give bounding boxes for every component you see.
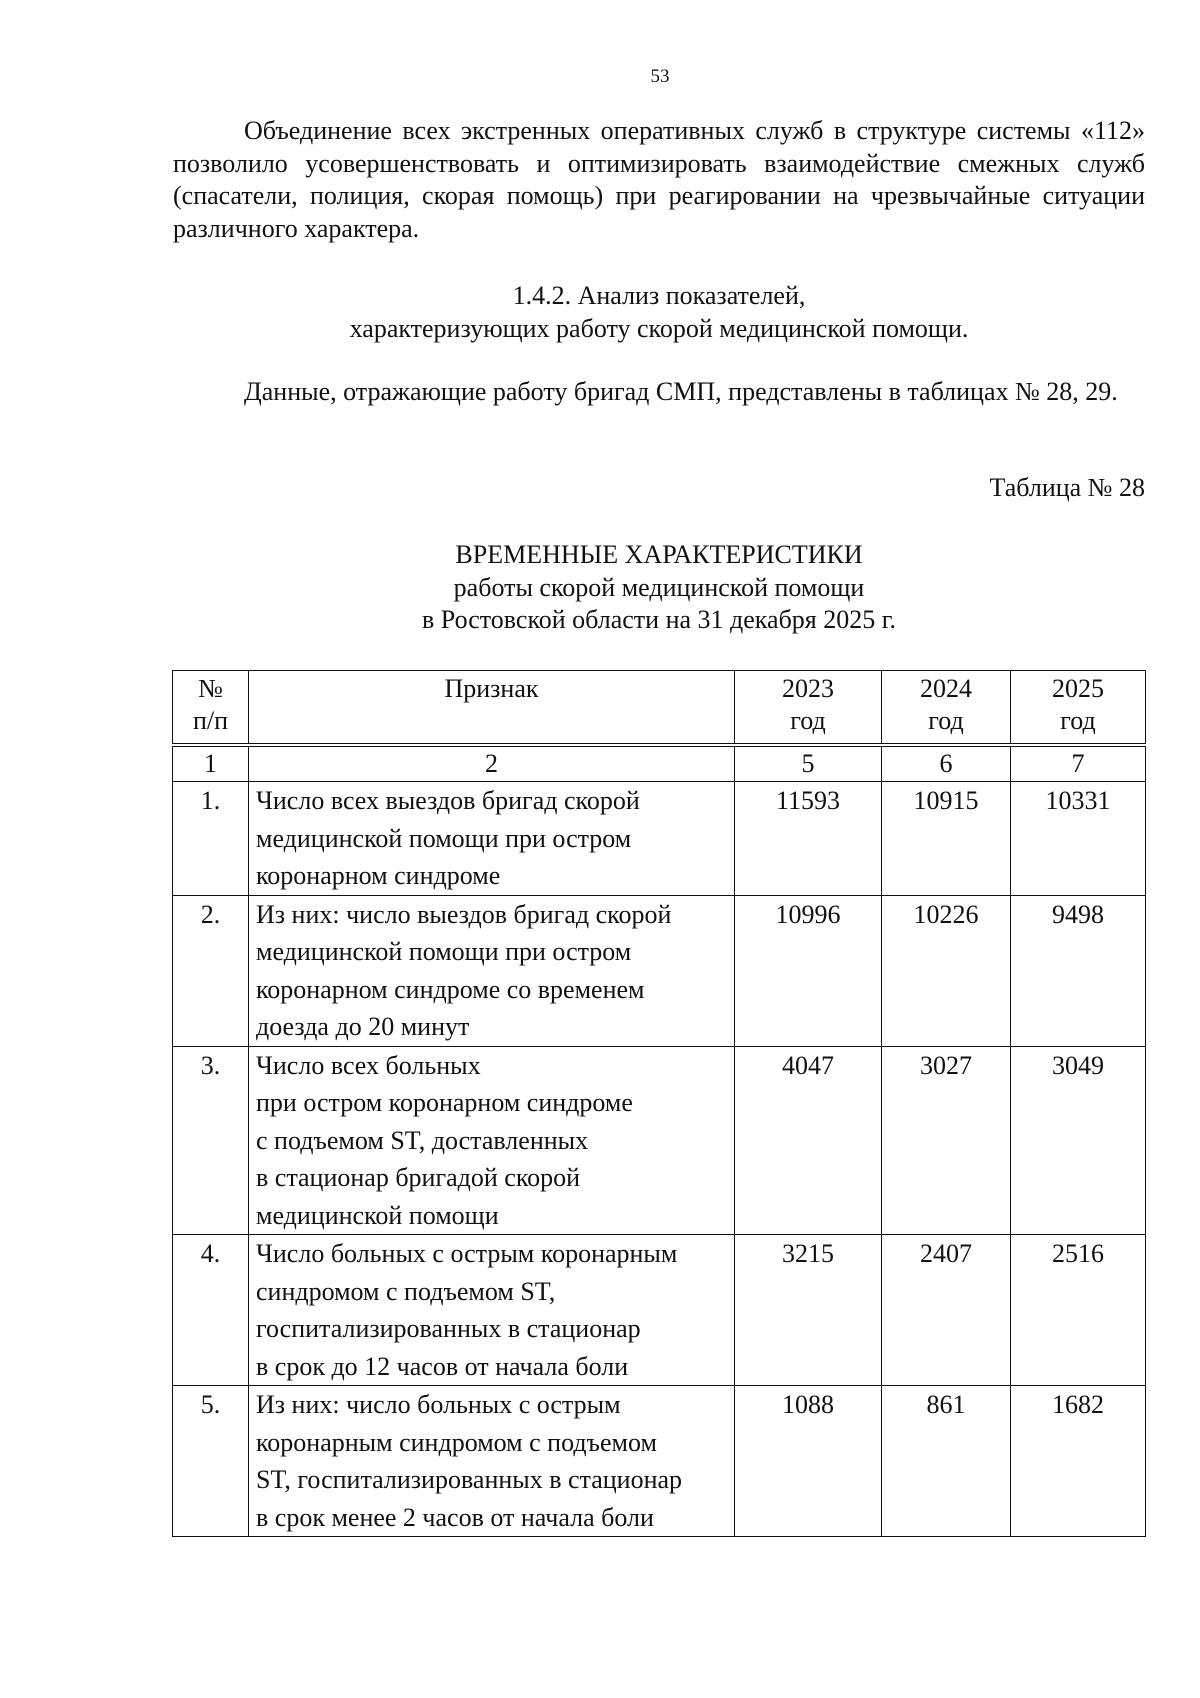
intro-paragraph: Объединение всех экстренных оперативных служб в структуре системы «112» позволило усовершенствовать и оптимизировать взаимодействие смежных служб (спасатели, полиция, скорая помощь) при реагировании на чрезвычайные ситуации различного характера. bbox=[173, 116, 1145, 243]
row-number: 2. bbox=[173, 895, 249, 1046]
table-row bbox=[173, 895, 1146, 1046]
column-number: 7 bbox=[1011, 745, 1146, 782]
table-row bbox=[173, 1386, 1146, 1537]
table-title-line-1: ВРЕМЕННЫЕ ХАРАКТЕРИСТИКИ bbox=[455, 540, 863, 569]
row-number: 1. bbox=[173, 782, 249, 896]
row-value-2023: 1088 bbox=[735, 1386, 882, 1537]
table-row bbox=[173, 782, 1146, 896]
page-number: 53 bbox=[650, 66, 670, 87]
section-heading bbox=[173, 279, 1145, 345]
header-feature bbox=[249, 671, 735, 746]
column-number: 2 bbox=[249, 745, 735, 782]
row-value-2025: 3049 bbox=[1011, 1046, 1146, 1235]
table-title bbox=[173, 539, 1145, 637]
header-feature-label: Признак bbox=[444, 674, 539, 703]
table-number-label: Таблица № 28 bbox=[989, 473, 1145, 502]
column-number: 1 bbox=[173, 745, 249, 782]
row-value-2024: 10226 bbox=[882, 895, 1011, 1046]
table-row bbox=[173, 1235, 1146, 1386]
row-value-2024: 3027 bbox=[882, 1046, 1011, 1235]
header-2024 bbox=[882, 671, 1011, 746]
table-title-line-3: в Ростовской области на 31 декабря 2025 г. bbox=[421, 605, 897, 634]
row-value-2023: 11593 bbox=[735, 782, 882, 896]
row-value-2025: 10331 bbox=[1011, 782, 1146, 896]
row-value-2024: 861 bbox=[882, 1386, 1011, 1537]
table-row bbox=[173, 1046, 1146, 1235]
header-2023 bbox=[735, 671, 882, 746]
table-header-row bbox=[173, 671, 1146, 746]
row-number: 3. bbox=[173, 1046, 249, 1235]
row-value-2025: 9498 bbox=[1011, 895, 1146, 1046]
section-heading-line-2: характеризующих работу скорой медицинской помощи. bbox=[349, 314, 969, 343]
header-num-line-2: п/п bbox=[192, 706, 229, 735]
data-paragraph: Данные, отражающие работу бригад СМП, представлены в таблицах № 28, 29. bbox=[244, 377, 1118, 406]
data-table bbox=[172, 670, 1146, 1537]
header-2025-unit: год bbox=[1060, 706, 1096, 735]
row-value-2023: 3215 bbox=[735, 1235, 882, 1386]
row-value-2023: 10996 bbox=[735, 895, 882, 1046]
section-heading-line-1: 1.4.2. Анализ показателей, bbox=[512, 281, 806, 310]
row-number: 4. bbox=[173, 1235, 249, 1386]
header-num bbox=[173, 671, 249, 746]
column-numbers-row bbox=[173, 745, 1146, 782]
row-value-2025: 2516 bbox=[1011, 1235, 1146, 1386]
header-2025 bbox=[1011, 671, 1146, 746]
header-num-line-1: № bbox=[198, 674, 223, 703]
row-value-2025: 1682 bbox=[1011, 1386, 1146, 1537]
header-2023-unit: год bbox=[790, 706, 826, 735]
table-title-line-2: работы скорой медицинской помощи bbox=[453, 572, 865, 602]
row-number: 5. bbox=[173, 1386, 249, 1537]
header-2025-year: 2025 bbox=[1052, 674, 1104, 703]
header-2023-year: 2023 bbox=[782, 674, 834, 703]
row-value-2024: 10915 bbox=[882, 782, 1011, 896]
row-feature: Число всех выездов бригад скорой медицинской помощи при остром коронарном синдроме bbox=[249, 782, 735, 896]
header-2024-unit: год bbox=[928, 706, 964, 735]
header-2024-year: 2024 bbox=[920, 674, 972, 703]
row-feature: Число всех больных при остром коронарном синдроме с подъемом ST, доставленных в стационар бригадой скорой медицинской помощи bbox=[249, 1046, 735, 1235]
row-value-2024: 2407 bbox=[882, 1235, 1011, 1386]
row-feature: Из них: число больных с острым коронарным синдромом с подъемом ST, госпитализированных в стационар в срок менее 2 часов от начала боли bbox=[249, 1386, 735, 1537]
column-number: 5 bbox=[735, 745, 882, 782]
row-feature: Из них: число выездов бригад скорой медицинской помощи при остром коронарном синдроме со временем доезда до 20 минут bbox=[249, 895, 735, 1046]
row-feature: Число больных с острым коронарным синдромом с подъемом ST, госпитализированных в стационар в срок до 12 часов от начала боли bbox=[249, 1235, 735, 1386]
column-number: 6 bbox=[882, 745, 1011, 782]
row-value-2023: 4047 bbox=[735, 1046, 882, 1235]
